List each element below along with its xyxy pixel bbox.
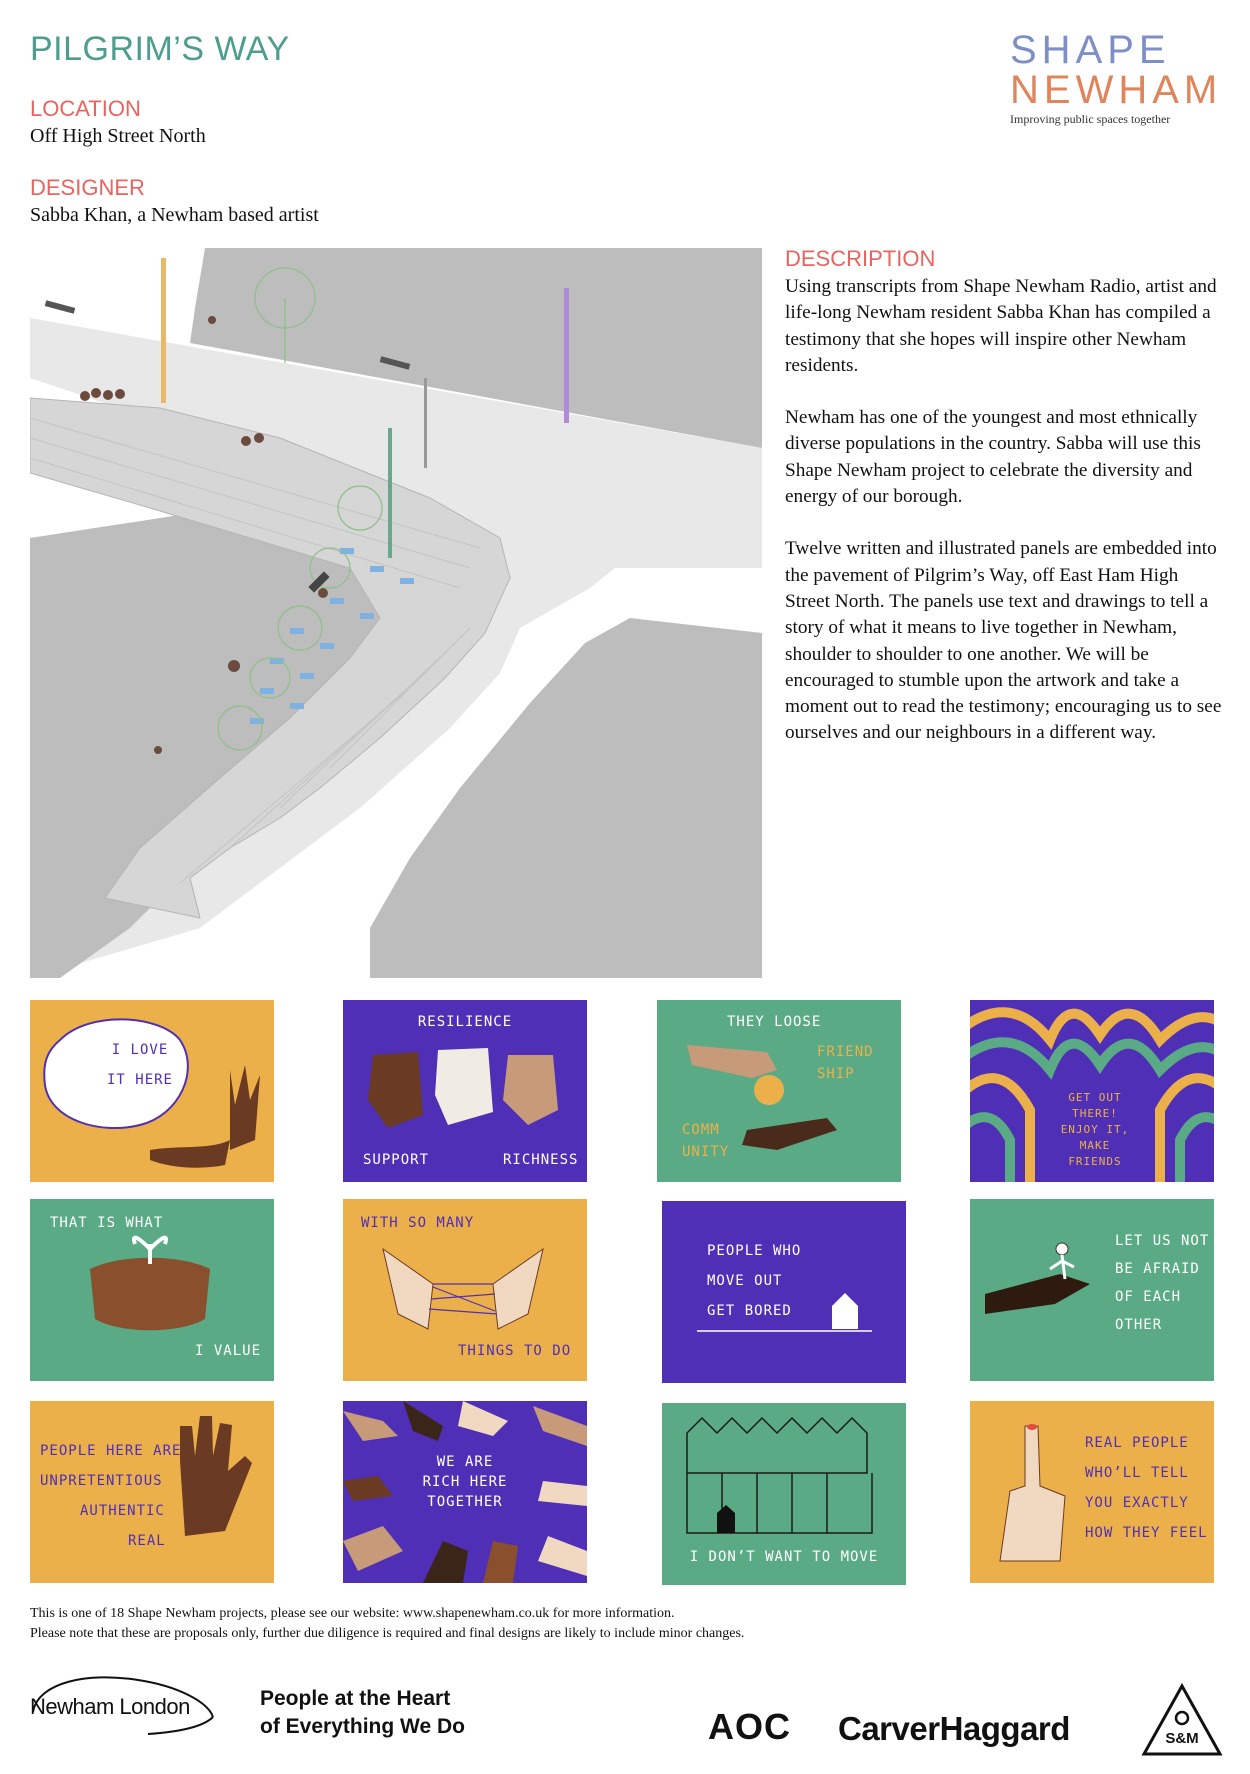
panel-5-line-2: I VALUE [195, 1343, 262, 1359]
panel-12-line-4: HOW THEY FEEL [1085, 1525, 1208, 1541]
panel-i-love-it-here [30, 1000, 274, 1182]
panel-they-loose [657, 1000, 901, 1182]
panel-we-are-rich-here [343, 1401, 587, 1583]
panel-2-line-3: RICHNESS [503, 1152, 579, 1168]
panel-8-line-4: OTHER [1115, 1317, 1163, 1333]
newham-london-logo[interactable] [28, 1672, 218, 1742]
description-text [785, 274, 1225, 773]
carver-haggard-logo[interactable]: CarverHaggard [838, 1710, 1070, 1747]
footer-note-line-1: This is one of 18 Shape Newham projects, please see our website: www.shapenewham.co.uk for more information. [30, 1606, 675, 1621]
panel-9-line-3: AUTHENTIC [80, 1503, 165, 1519]
footer-note [30, 1604, 744, 1644]
panel-8-line-3: OF EACH [1115, 1289, 1182, 1305]
lamp-post-purple [564, 288, 569, 423]
panel-12-line-1: REAL PEOPLE [1085, 1435, 1189, 1451]
panel-3-line-4: COMM [682, 1122, 720, 1138]
panel-get-out-there [970, 1000, 1214, 1182]
s-and-m-text: S&M [1165, 1730, 1199, 1747]
panel-4-line-4: MAKE [1079, 1139, 1111, 1152]
panel-real-people [970, 1401, 1214, 1583]
panel-4-line-5: FRIENDS [1068, 1155, 1122, 1168]
panel-6-line-2: THINGS TO DO [458, 1343, 572, 1359]
panel-10-line-2: RICH HERE [422, 1474, 508, 1490]
panel-7-line-2: MOVE OUT [707, 1273, 783, 1289]
panel-5-line-1: THAT IS WHAT [50, 1215, 164, 1231]
logo-tagline: Improving public spaces together [1010, 112, 1171, 126]
panel-9-line-1: PEOPLE HERE ARE [40, 1443, 182, 1459]
panel-with-so-many [343, 1199, 587, 1381]
panel-2-line-1: RESILIENCE [417, 1014, 513, 1030]
slogan-line-1: People at the Heart [260, 1687, 451, 1710]
panel-7-line-3: GET BORED [707, 1303, 792, 1319]
logo-newham-word: NEWHAM [1010, 68, 1223, 112]
panel-9-line-4: REAL [128, 1533, 166, 1549]
panel-10-line-1: WE ARE [436, 1454, 494, 1470]
designer-label: DESIGNER [30, 175, 145, 200]
logo-shape-word: SHAPE [1010, 28, 1171, 72]
panel-9-line-2: UNPRETENTIOUS [40, 1473, 163, 1489]
panel-1-line-1: I LOVE [111, 1042, 169, 1058]
panel-12-line-2: WHO’LL TELL [1085, 1465, 1189, 1481]
panel-3-line-3: SHIP [817, 1066, 855, 1082]
footer-note-line-2: Please note that these are proposals only, further due diligence is required and final designs are likely to include minor changes. [30, 1626, 745, 1641]
panel-12-line-3: YOU EXACTLY [1085, 1495, 1189, 1511]
lamp-post-yellow [161, 258, 166, 403]
council-slogan [260, 1685, 465, 1741]
description-paragraph-1: Using transcripts from Shape Newham Radio, artist and life-long Newham resident Sabba Khan has compiled a testimony that she hopes will inspire other Newham residents. [785, 276, 1217, 376]
panel-6-line-1: WITH SO MANY [361, 1215, 475, 1231]
panel-that-is-what-i-value [30, 1199, 274, 1381]
panel-resilience [343, 1000, 587, 1182]
panel-4-line-3: ENJOY IT, [1060, 1123, 1130, 1136]
panel-4-line-1: GET OUT [1068, 1091, 1122, 1104]
panel-7-line-1: PEOPLE WHO [707, 1243, 802, 1259]
panel-3-line-5: UNITY [682, 1144, 730, 1160]
panel-4-line-2: THERE! [1072, 1107, 1118, 1120]
shape-newham-logo[interactable] [1010, 28, 1223, 127]
panel-i-dont-want-to-move [662, 1403, 906, 1585]
location-label: LOCATION [30, 96, 141, 121]
panel-8-line-1: LET US NOT [1115, 1233, 1210, 1249]
panel-10-line-3: TOGETHER [427, 1494, 503, 1510]
panel-let-us-not-be-afraid [970, 1199, 1214, 1381]
newham-london-text: Newham London [30, 1694, 190, 1719]
panel-8-line-2: BE AFRAID [1115, 1261, 1200, 1277]
panel-people-who-move-out [662, 1201, 906, 1383]
page-title: PILGRIM’S WAY [30, 30, 290, 68]
location-value: Off High Street North [30, 125, 206, 147]
lamp-post-green [388, 428, 392, 558]
description-paragraph-2: Newham has one of the youngest and most ethnically diverse populations in the country. Sabba will use this Shape Newham project to celebrate the diversity and energy of our borough. [785, 407, 1201, 508]
panel-1-line-2: IT HERE [106, 1072, 173, 1088]
s-and-m-logo[interactable] [1140, 1682, 1224, 1758]
panel-people-here-are [30, 1401, 274, 1583]
panel-3-line-1: THEY LOOSE [727, 1014, 822, 1030]
designer-value: Sabba Khan, a Newham based artist [30, 204, 319, 226]
panel-3-line-2: FRIEND [817, 1044, 874, 1060]
description-paragraph-3: Twelve written and illustrated panels are embedded into the pavement of Pilgrim’s Way, off East Ham High Street North. The panels use text and drawings to tell a story of what it means to live together in Newham, shoulder to shoulder to one another. We will be encouraged to stumble upon the artwork and take a moment out to read the testimony; encouraging us to see ourselves and our neighbours in a different way. [785, 538, 1222, 744]
slogan-line-2: of Everything We Do [260, 1715, 465, 1738]
description-label: DESCRIPTION [785, 246, 936, 271]
street-plan-illustration [30, 248, 762, 978]
aoc-logo[interactable]: AOC [708, 1706, 791, 1747]
panel-11-line-1: I DON’T WANT TO MOVE [689, 1549, 879, 1565]
panel-2-line-2: SUPPORT [363, 1152, 430, 1168]
